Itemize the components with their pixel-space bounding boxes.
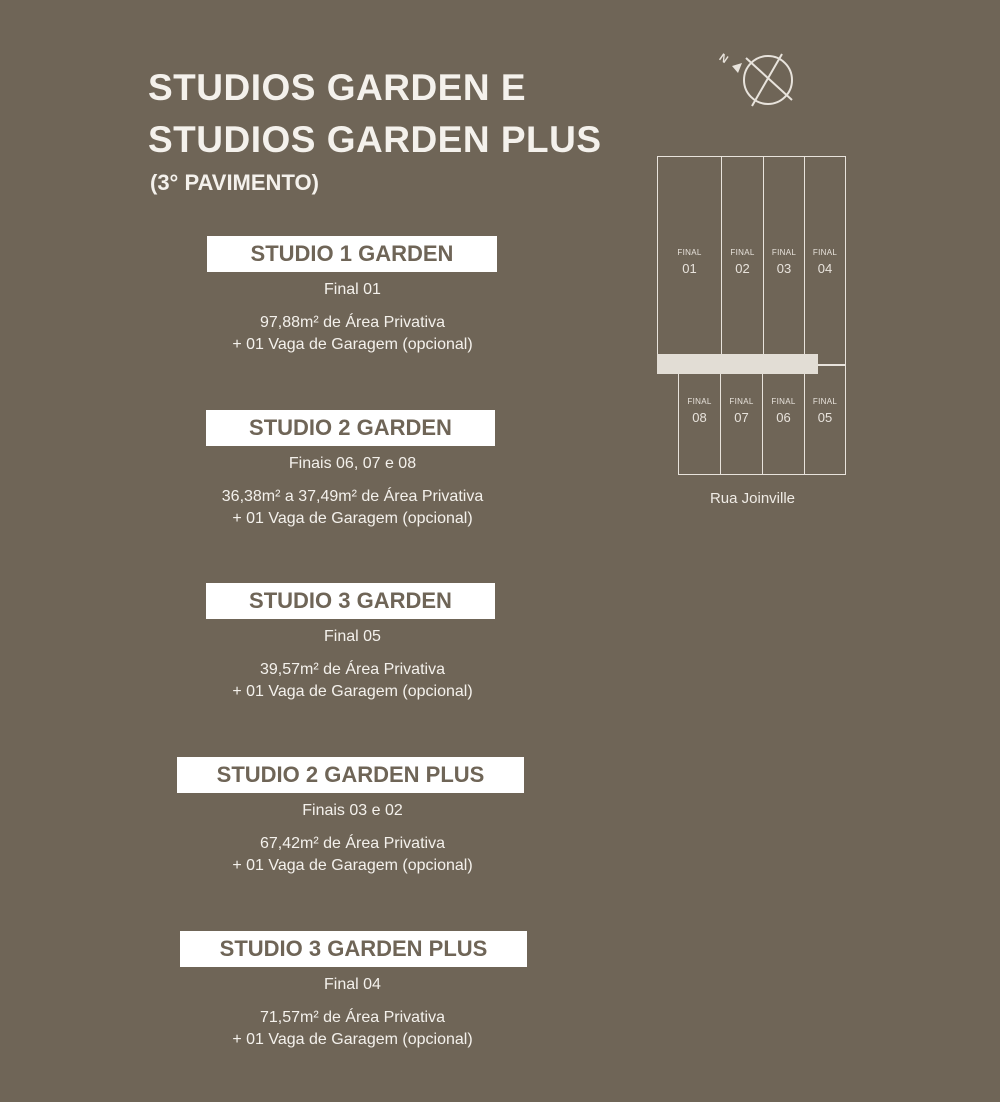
plan-unit-03: [763, 156, 805, 366]
plan-unit-02: [721, 156, 764, 366]
plan-unit-07: [720, 364, 763, 475]
plan-unit-label: FINAL: [729, 397, 754, 406]
plan-unit-label: FINAL: [677, 248, 702, 257]
plan-unit-label: FINAL: [812, 248, 838, 257]
unit-area: 39,57m² de Área Privativa: [260, 661, 445, 678]
unit-garage: + 01 Vaga de Garagem (opcional): [232, 336, 473, 353]
plan-unit-05: [804, 364, 846, 475]
page-subtitle: (3° PAVIMENTO): [150, 170, 319, 195]
page-title-line1: STUDIOS GARDEN E: [148, 67, 527, 108]
plan-unit-06: [762, 364, 805, 475]
unit-finals: Finais 03 e 02: [302, 802, 403, 819]
unit-finals: Final 04: [324, 976, 381, 993]
unit-finals: Finais 06, 07 e 08: [288, 455, 417, 472]
plan-unit-08: [678, 364, 721, 475]
unit-name-badge: STUDIO 3 GARDEN PLUS: [180, 931, 527, 967]
plan-unit-label: FINAL: [687, 397, 712, 406]
unit-name-badge: STUDIO 2 GARDEN PLUS: [177, 757, 524, 793]
plan-unit-01: [657, 156, 722, 366]
unit-name-badge: STUDIO 1 GARDEN: [207, 236, 497, 272]
plan-unit-number: 08: [692, 410, 707, 425]
plan-corridor: [657, 354, 818, 374]
plan-unit-04: [804, 156, 846, 366]
unit-area: 67,42m² de Área Privativa: [260, 835, 445, 852]
unit-garage: + 01 Vaga de Garagem (opcional): [232, 1031, 473, 1048]
unit-garage: + 01 Vaga de Garagem (opcional): [232, 857, 473, 874]
unit-area: 36,38m² a 37,49m² de Área Privativa: [221, 488, 484, 505]
plan-unit-label: FINAL: [730, 248, 755, 257]
page-title-line2: STUDIOS GARDEN PLUS: [148, 119, 602, 160]
unit-garage: + 01 Vaga de Garagem (opcional): [232, 510, 473, 527]
unit-name-badge: STUDIO 3 GARDEN: [206, 583, 495, 619]
plan-unit-number: 07: [734, 410, 749, 425]
unit-area: 97,88m² de Área Privativa: [260, 314, 445, 331]
plan-unit-number: 01: [682, 261, 697, 276]
compass-icon: [716, 48, 800, 114]
plan-unit-label: FINAL: [812, 397, 838, 406]
street-label: Rua Joinville: [709, 490, 796, 507]
plan-unit-number: 06: [776, 410, 791, 425]
unit-finals: Final 05: [324, 628, 381, 645]
plan-unit-number: 05: [817, 410, 833, 425]
unit-finals: Final 01: [324, 281, 381, 298]
plan-unit-number: 03: [776, 261, 792, 276]
unit-area: 71,57m² de Área Privativa: [260, 1009, 445, 1026]
compass-north-label: N: [716, 51, 731, 67]
unit-name-badge: STUDIO 2 GARDEN: [206, 410, 495, 446]
plan-unit-number: 04: [817, 261, 833, 276]
plan-unit-number: 02: [735, 261, 750, 276]
plan-unit-label: FINAL: [771, 397, 796, 406]
page-title: [148, 62, 602, 166]
plan-unit-label: FINAL: [771, 248, 797, 257]
unit-garage: + 01 Vaga de Garagem (opcional): [232, 683, 473, 700]
